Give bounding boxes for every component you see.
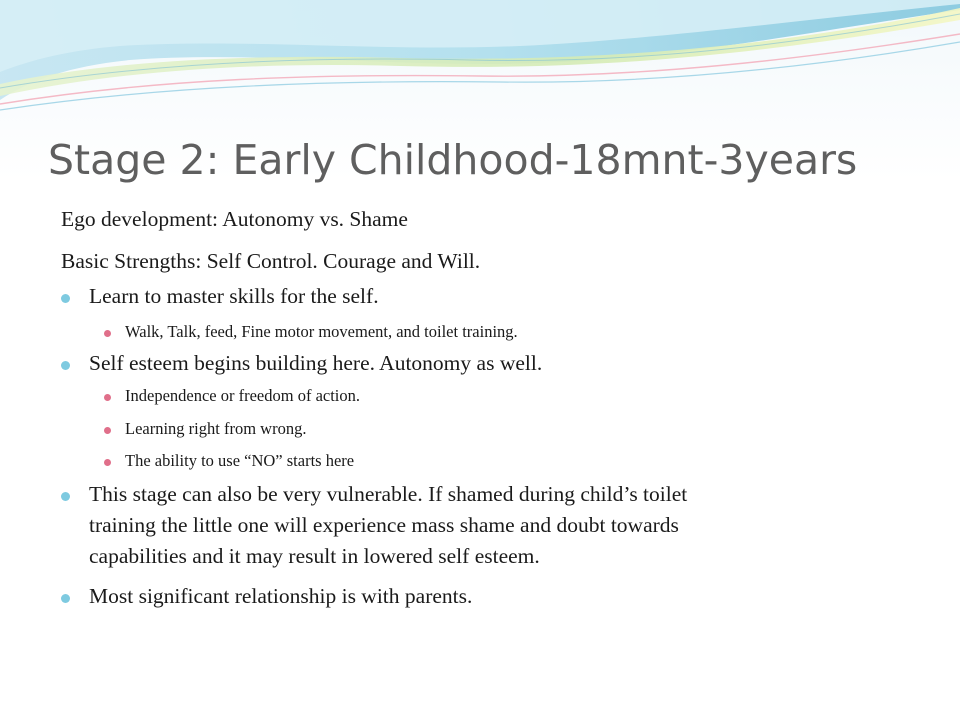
sub-bullet-independence: Independence or freedom of action. [125, 386, 361, 405]
sub-bullet-dot [104, 394, 111, 401]
intro-line-strengths: Basic Strengths: Self Control. Courage and Will. [61, 249, 481, 273]
bullet-dot [61, 294, 70, 303]
bullet-dot [61, 361, 70, 370]
bullet-self-esteem: Self esteem begins building here. Autonomy as well. [89, 351, 543, 375]
sub-bullet-dot [104, 427, 111, 434]
bullet-dot [61, 492, 70, 501]
slide-title: Stage 2: Early Childhood-18mnt-3years [48, 136, 858, 184]
bullet-master-skills: Learn to master skills for the self. [89, 284, 379, 308]
bullet-vulnerable-line3: capabilities and it may result in lowered self esteem. [89, 544, 540, 568]
sub-bullet-right-wrong: Learning right from wrong. [125, 419, 307, 438]
sub-bullet-no: The ability to use “NO” starts here [125, 451, 355, 470]
sub-bullet-dot [104, 330, 111, 337]
bullet-vulnerable-line2: training the little one will experience mass shame and doubt towards [89, 513, 679, 537]
sub-bullet-motor-skills: Walk, Talk, feed, Fine motor movement, and toilet training. [125, 322, 518, 341]
intro-line-ego: Ego development: Autonomy vs. Shame [61, 207, 408, 231]
bullet-vulnerable-line1: This stage can also be very vulnerable. If shamed during child’s toilet [89, 482, 688, 506]
bullet-dot [61, 594, 70, 603]
sub-bullet-dot [104, 459, 111, 466]
bullet-relationship: Most significant relationship is with parents. [89, 584, 473, 608]
